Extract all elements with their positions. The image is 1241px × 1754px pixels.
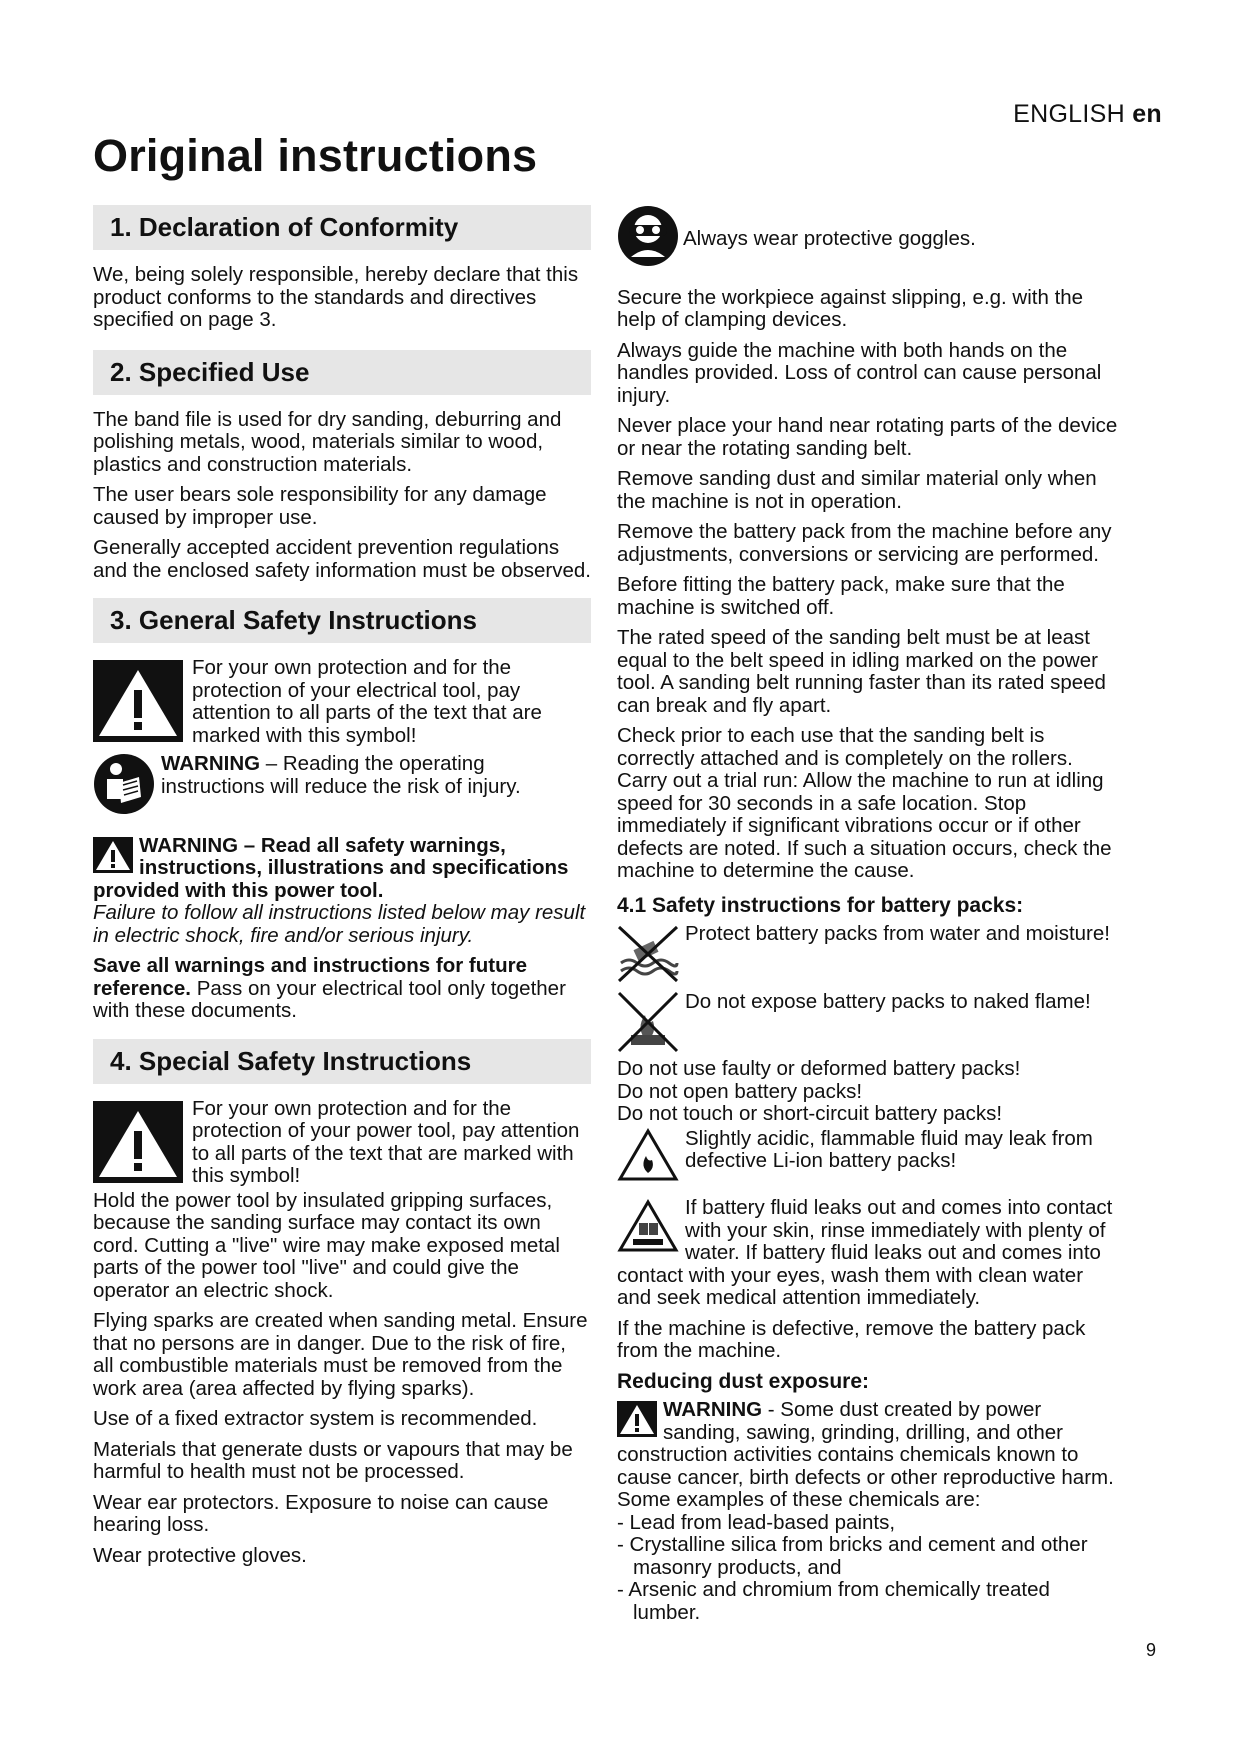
specified-use-text-3: Generally accepted accident prevention regulations and the enclosed safety information must be observed. (93, 536, 591, 582)
no-water-icon (617, 923, 679, 991)
goggles-text: Always wear protective goggles. (683, 226, 976, 250)
right-column (617, 205, 1122, 1624)
read-all-warnings-block (93, 835, 591, 1023)
read-manual-icon (93, 753, 155, 821)
special-safety-text-2: Flying sparks are created when sanding metal. Ensure that no persons are in danger. Due to the risk of fire, all combustible materials must be removed from the work area (area affected by flying sparks). (93, 1309, 588, 1400)
section-heading-special-safety: 4. Special Safety Instructions (93, 1039, 591, 1084)
battery-water-text: Protect battery packs from water and moisture! (685, 922, 1110, 945)
right-text-2: Always guide the machine with both hands on the handles provided. Loss of control can cause personal injury. (617, 338, 1102, 407)
right-text-4: Remove sanding dust and similar material only when the machine is not in operation. (617, 467, 1097, 513)
right-text-6: Before fitting the battery pack, make sure that the machine is switched off. (617, 573, 1065, 619)
section-heading-declaration: 1. Declaration of Conformity (93, 205, 591, 250)
goggles-icon (617, 205, 679, 273)
special-safety-text-6: Wear protective gloves. (93, 1543, 307, 1567)
small-warning-icon (617, 1401, 657, 1443)
battery-open-text: Do not open battery packs! (617, 1079, 863, 1103)
warning-triangle-icon (93, 1101, 183, 1183)
page-title: Original instructions (93, 130, 538, 181)
corrosive-warning-icon (617, 1199, 679, 1259)
battery-leak-text: If battery fluid leaks out and comes into contact with your skin, rinse immediately with plenty of water. If battery fluid leaks out and comes into contact with your eyes, wash them with clean water and seek medical attention immediately. (617, 1196, 1113, 1309)
left-column (93, 205, 591, 1575)
declaration-text: We, being solely responsible, hereby declare that this product conforms to the standards and directives specified on page 3. (93, 263, 579, 331)
flammable-warning-icon (617, 1128, 679, 1188)
goggles-row (617, 205, 1122, 273)
warning-symbol-row-2 (93, 1098, 591, 1188)
battery-defective-text: If the machine is defective, remove the battery pack from the machine. (617, 1316, 1086, 1362)
language-label: ENGLISH en (1013, 100, 1162, 128)
read-manual-row (93, 753, 591, 821)
right-text-5: Remove the battery pack from the machine before any adjustments, conversions or servicing are performed. (617, 520, 1112, 566)
small-warning-icon (93, 837, 133, 879)
dust-warning-block (617, 1399, 1122, 1624)
right-text-8: Check prior to each use that the sanding belt is correctly attached and is completely on the rollers. Carry out a trial run: Allow the machine to run at idling speed for 30 seconds in a safe location. Stop immediately if significant vibrations occur or if other defects are noted. If such a situation occurs, check the machine to determine the cause. (617, 724, 1112, 882)
right-text-7: The rated speed of the sanding belt must be at least equal to the belt speed in idling marked on the power tool. A sanding belt running faster than its rated speed can break and fly apart. (617, 626, 1106, 717)
dust-list-item-1: - Lead from lead-based paints, (617, 1510, 896, 1534)
page-number: 9 (1145, 1640, 1156, 1660)
battery-flame-text: Do not expose battery packs to naked flame! (685, 989, 1091, 1013)
specified-use-text-2: The user bears sole responsibility for any damage caused by improper use. (93, 483, 547, 529)
special-safety-text-1: Hold the power tool by insulated gripping surfaces, because the sanding surface may contact its own cord. Cutting a "live" wire may make exposed metal parts of the power tool "live" and could give the operator an electric shock. (93, 1188, 560, 1302)
battery-safety-heading: 4.1 Safety instructions for battery packs: (617, 893, 1024, 917)
right-text-3: Never place your hand near rotating parts of the device or near the rotating sanding belt. (617, 414, 1118, 460)
section-heading-general-safety: 3. General Safety Instructions (93, 598, 591, 643)
specified-use-text-1: The band file is used for dry sanding, deburring and polishing metals, wood, materials similar to wood, plastics and construction materials. (93, 407, 562, 476)
right-text-1: Secure the workpiece against slipping, e.g. with the help of clamping devices. (617, 285, 1084, 331)
failure-warning-text: Failure to follow all instructions listed below may result in electric shock, fire and/or serious injury. (93, 901, 586, 947)
battery-touch-text: Do not touch or short-circuit battery packs! (617, 1102, 1003, 1125)
special-safety-text-4: Materials that generate dusts or vapours that may be harmful to health must not be processed. (93, 1437, 573, 1483)
warning-symbol-row (93, 657, 591, 747)
warning-symbol-text-2: For your own protection and for the protection of your power tool, pay attention to all parts of the text that are marked with this symbol! (192, 1096, 580, 1187)
dust-warning-text: WARNING - Some dust created by power sanding, sawing, grinding, drilling, and other construction activities contains chemicals known to cause cancer, birth defects or other reproductive harm. Some examples of these chemicals are: (617, 1398, 1114, 1511)
special-safety-text-3: Use of a fixed extractor system is recommended. (93, 1407, 538, 1430)
dust-list-item-2: - Crystalline silica from bricks and cement and other masonry products, and (617, 1533, 1088, 1579)
warning-triangle-icon (93, 660, 183, 742)
special-safety-text-5: Wear ear protectors. Exposure to noise can cause hearing loss. (93, 1490, 549, 1536)
battery-acid-row (617, 1128, 1122, 1188)
dust-exposure-heading: Reducing dust exposure: (617, 1369, 870, 1393)
no-flame-icon (617, 991, 679, 1059)
battery-faulty-text: Do not use faulty or deformed battery packs! (617, 1057, 1021, 1080)
battery-water-row (617, 923, 1122, 991)
battery-leak-block (617, 1197, 1122, 1310)
dust-list-item-3: - Arsenic and chromium from chemically treated lumber. (617, 1578, 1050, 1624)
battery-acid-text: Slightly acidic, flammable fluid may leak from defective Li-ion battery packs! (685, 1126, 1093, 1172)
section-heading-specified-use: 2. Specified Use (93, 350, 591, 395)
warning-symbol-text: For your own protection and for the protection of your electrical tool, pay attention to all parts of the text that are marked with this symbol! (192, 656, 542, 747)
save-instructions-text: Save all warnings and instructions for future reference. Pass on your electrical tool only together with these documents. (93, 954, 566, 1022)
read-all-warnings-text: WARNING – Read all safety warnings, instructions, illustrations and specifications provided with this power tool. (93, 833, 569, 902)
battery-flame-row (617, 991, 1122, 1059)
read-manual-text: WARNING – Reading the operating instructions will reduce the risk of injury. (161, 752, 521, 798)
